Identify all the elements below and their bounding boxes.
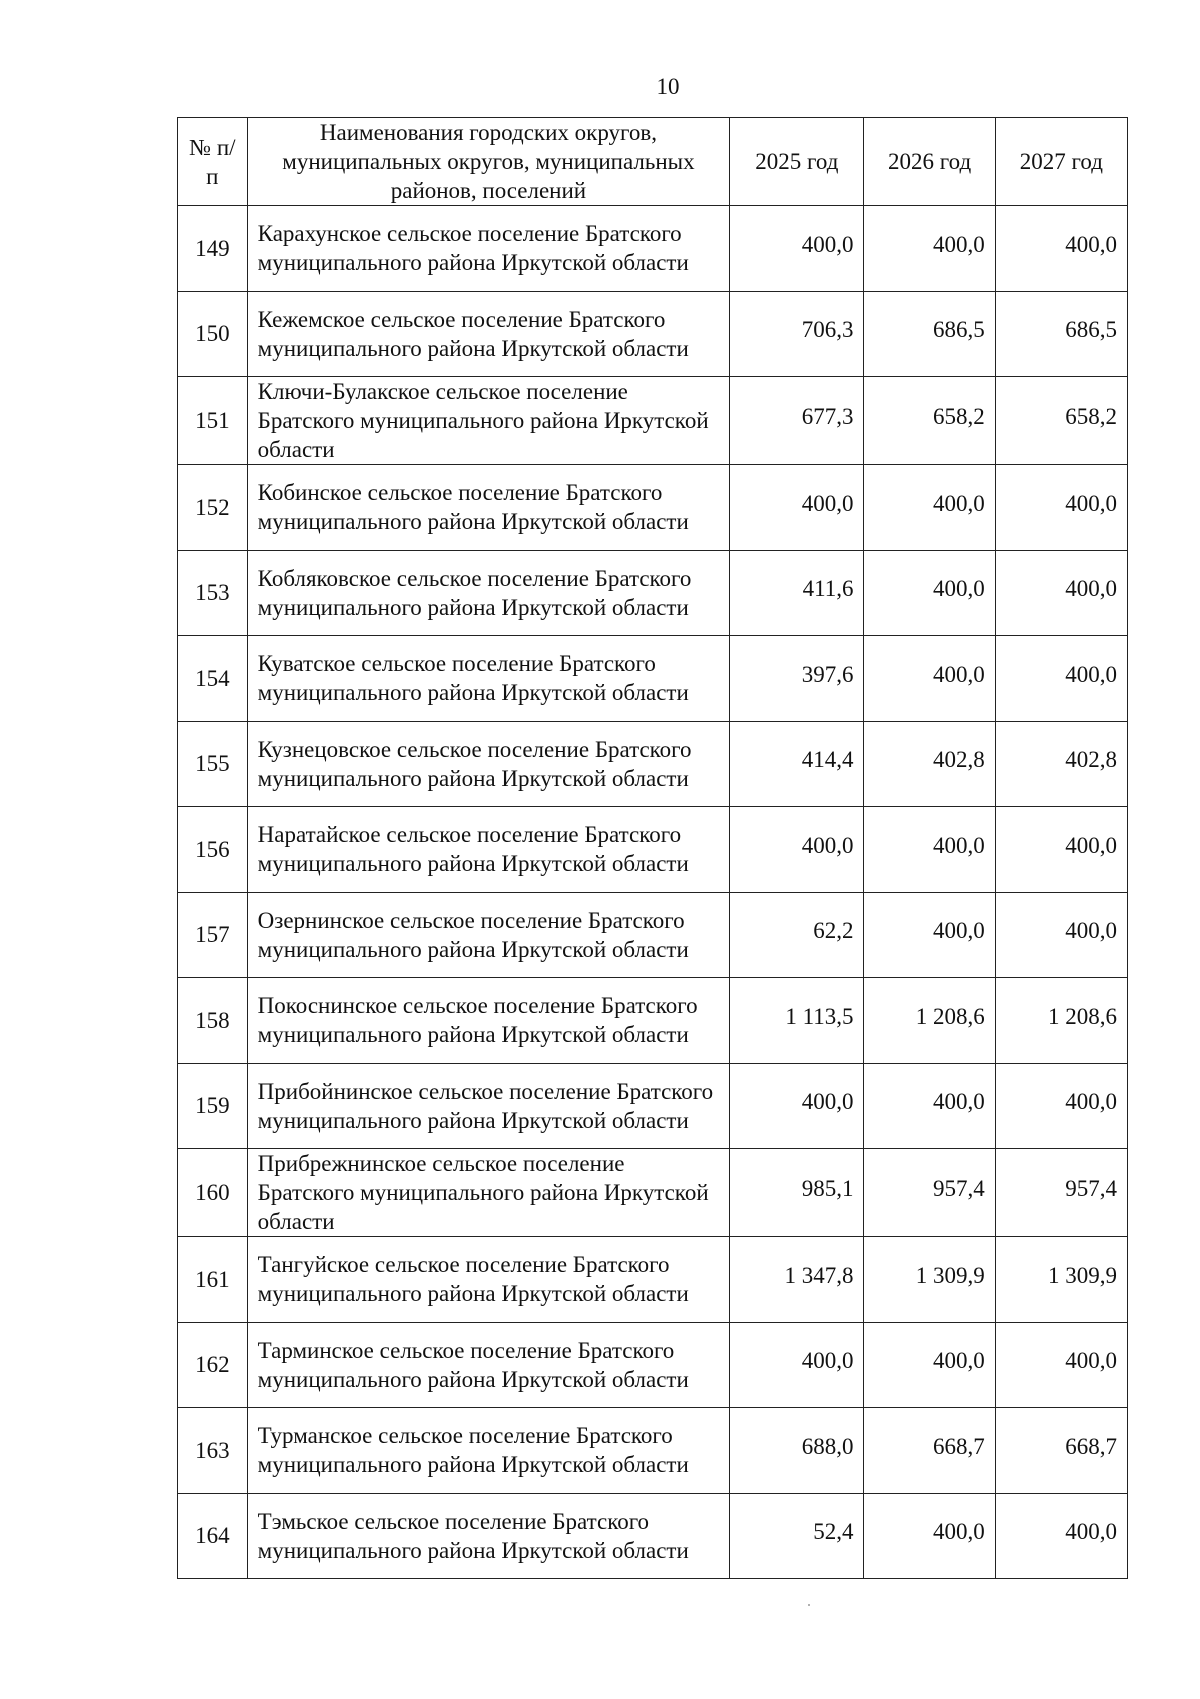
row-value-2026: 400,0 — [864, 636, 995, 722]
table-row — [178, 1237, 1128, 1323]
row-name: Тэмьское сельское поселение Братского муниципального района Иркутской области — [247, 1493, 730, 1579]
row-name: Прибойнинское сельское поселение Братского муниципального района Иркутской области — [247, 1063, 730, 1149]
row-value-2027: 400,0 — [995, 636, 1127, 722]
header-name: Наименования городских округов, муниципальных округов, муниципальных районов, поселений — [247, 118, 730, 206]
row-value-2026: 400,0 — [864, 206, 995, 292]
row-value-2025: 400,0 — [730, 807, 864, 893]
table-row — [178, 550, 1128, 636]
row-name: Куватское сельское поселение Братского муниципального района Иркутской области — [247, 636, 730, 722]
row-value-2026: 686,5 — [864, 291, 995, 377]
row-value-2026: 1 309,9 — [864, 1237, 995, 1323]
row-number: 159 — [178, 1063, 248, 1149]
row-value-2026: 658,2 — [864, 377, 995, 465]
row-value-2025: 414,4 — [730, 721, 864, 807]
row-number: 163 — [178, 1408, 248, 1494]
row-value-2027: 658,2 — [995, 377, 1127, 465]
row-number: 150 — [178, 291, 248, 377]
row-value-2025: 688,0 — [730, 1408, 864, 1494]
row-value-2027: 1 208,6 — [995, 978, 1127, 1064]
page-number: 10 — [656, 74, 680, 99]
row-name: Кежемское сельское поселение Братского муниципального района Иркутской области — [247, 291, 730, 377]
row-value-2026: 1 208,6 — [864, 978, 995, 1064]
table-row — [178, 465, 1128, 551]
table-row — [178, 1149, 1128, 1237]
row-number: 149 — [178, 206, 248, 292]
row-number: 162 — [178, 1322, 248, 1408]
header-2025: 2025 год — [730, 118, 864, 206]
row-value-2027: 686,5 — [995, 291, 1127, 377]
row-value-2025: 985,1 — [730, 1149, 864, 1237]
row-value-2027: 400,0 — [995, 892, 1127, 978]
header-2026: 2026 год — [864, 118, 995, 206]
row-name: Турманское сельское поселение Братского муниципального района Иркутской области — [247, 1408, 730, 1494]
header-number: № п/п — [178, 118, 248, 206]
table-row — [178, 206, 1128, 292]
table-header — [178, 118, 1128, 206]
row-name: Наратайское сельское поселение Братского муниципального района Иркутской области — [247, 807, 730, 893]
row-number: 158 — [178, 978, 248, 1064]
table-row — [178, 377, 1128, 465]
row-value-2025: 400,0 — [730, 465, 864, 551]
row-value-2026: 668,7 — [864, 1408, 995, 1494]
row-value-2025: 411,6 — [730, 550, 864, 636]
row-number: 155 — [178, 721, 248, 807]
row-number: 156 — [178, 807, 248, 893]
row-name: Озернинское сельское поселение Братского муниципального района Иркутской области — [247, 892, 730, 978]
header-2027: 2027 год — [995, 118, 1127, 206]
row-name: Кобинское сельское поселение Братского муниципального района Иркутской области — [247, 465, 730, 551]
table-row — [178, 721, 1128, 807]
row-value-2027: 400,0 — [995, 550, 1127, 636]
row-name: Кобляковское сельское поселение Братского муниципального района Иркутской области — [247, 550, 730, 636]
table-row — [178, 892, 1128, 978]
row-number: 153 — [178, 550, 248, 636]
row-value-2026: 400,0 — [864, 1322, 995, 1408]
row-value-2025: 1 113,5 — [730, 978, 864, 1064]
row-number: 164 — [178, 1493, 248, 1579]
row-value-2025: 1 347,8 — [730, 1237, 864, 1323]
row-value-2026: 957,4 — [864, 1149, 995, 1237]
row-value-2027: 400,0 — [995, 1493, 1127, 1579]
row-value-2025: 400,0 — [730, 1322, 864, 1408]
row-value-2027: 957,4 — [995, 1149, 1127, 1237]
table-row — [178, 291, 1128, 377]
row-value-2027: 400,0 — [995, 465, 1127, 551]
table-row — [178, 807, 1128, 893]
budget-table — [177, 117, 1128, 1579]
row-value-2026: 400,0 — [864, 1063, 995, 1149]
row-value-2027: 400,0 — [995, 1322, 1127, 1408]
row-name: Покоснинское сельское поселение Братского муниципального района Иркутской области — [247, 978, 730, 1064]
row-number: 160 — [178, 1149, 248, 1237]
row-value-2027: 400,0 — [995, 1063, 1127, 1149]
row-name: Кузнецовское сельское поселение Братского муниципального района Иркутской области — [247, 721, 730, 807]
row-name: Карахунское сельское поселение Братского муниципального района Иркутской области — [247, 206, 730, 292]
table-body — [178, 206, 1128, 1579]
row-value-2027: 400,0 — [995, 206, 1127, 292]
row-value-2027: 668,7 — [995, 1408, 1127, 1494]
row-value-2027: 402,8 — [995, 721, 1127, 807]
row-number: 151 — [178, 377, 248, 465]
row-name: Прибрежнинское сельское поселение Братского муниципального района Иркутской области — [247, 1149, 730, 1237]
table-row — [178, 1408, 1128, 1494]
row-value-2026: 400,0 — [864, 892, 995, 978]
row-name: Ключи-Булакское сельское поселение Братского муниципального района Иркутской области — [247, 377, 730, 465]
row-number: 154 — [178, 636, 248, 722]
row-value-2026: 400,0 — [864, 550, 995, 636]
table-row — [178, 1322, 1128, 1408]
row-value-2025: 677,3 — [730, 377, 864, 465]
row-value-2025: 400,0 — [730, 1063, 864, 1149]
row-value-2025: 706,3 — [730, 291, 864, 377]
table-row — [178, 1063, 1128, 1149]
row-value-2026: 400,0 — [864, 1493, 995, 1579]
row-value-2025: 400,0 — [730, 206, 864, 292]
row-value-2025: 62,2 — [730, 892, 864, 978]
row-value-2027: 1 309,9 — [995, 1237, 1127, 1323]
row-value-2026: 402,8 — [864, 721, 995, 807]
scan-speck — [808, 1604, 810, 1606]
row-value-2027: 400,0 — [995, 807, 1127, 893]
row-value-2026: 400,0 — [864, 465, 995, 551]
row-number: 157 — [178, 892, 248, 978]
row-name: Тангуйское сельское поселение Братского муниципального района Иркутской области — [247, 1237, 730, 1323]
table-row — [178, 1493, 1128, 1579]
row-name: Тарминское сельское поселение Братского муниципального района Иркутской области — [247, 1322, 730, 1408]
table-row — [178, 636, 1128, 722]
row-number: 161 — [178, 1237, 248, 1323]
row-value-2025: 52,4 — [730, 1493, 864, 1579]
row-number: 152 — [178, 465, 248, 551]
row-value-2026: 400,0 — [864, 807, 995, 893]
table-row — [178, 978, 1128, 1064]
row-value-2025: 397,6 — [730, 636, 864, 722]
